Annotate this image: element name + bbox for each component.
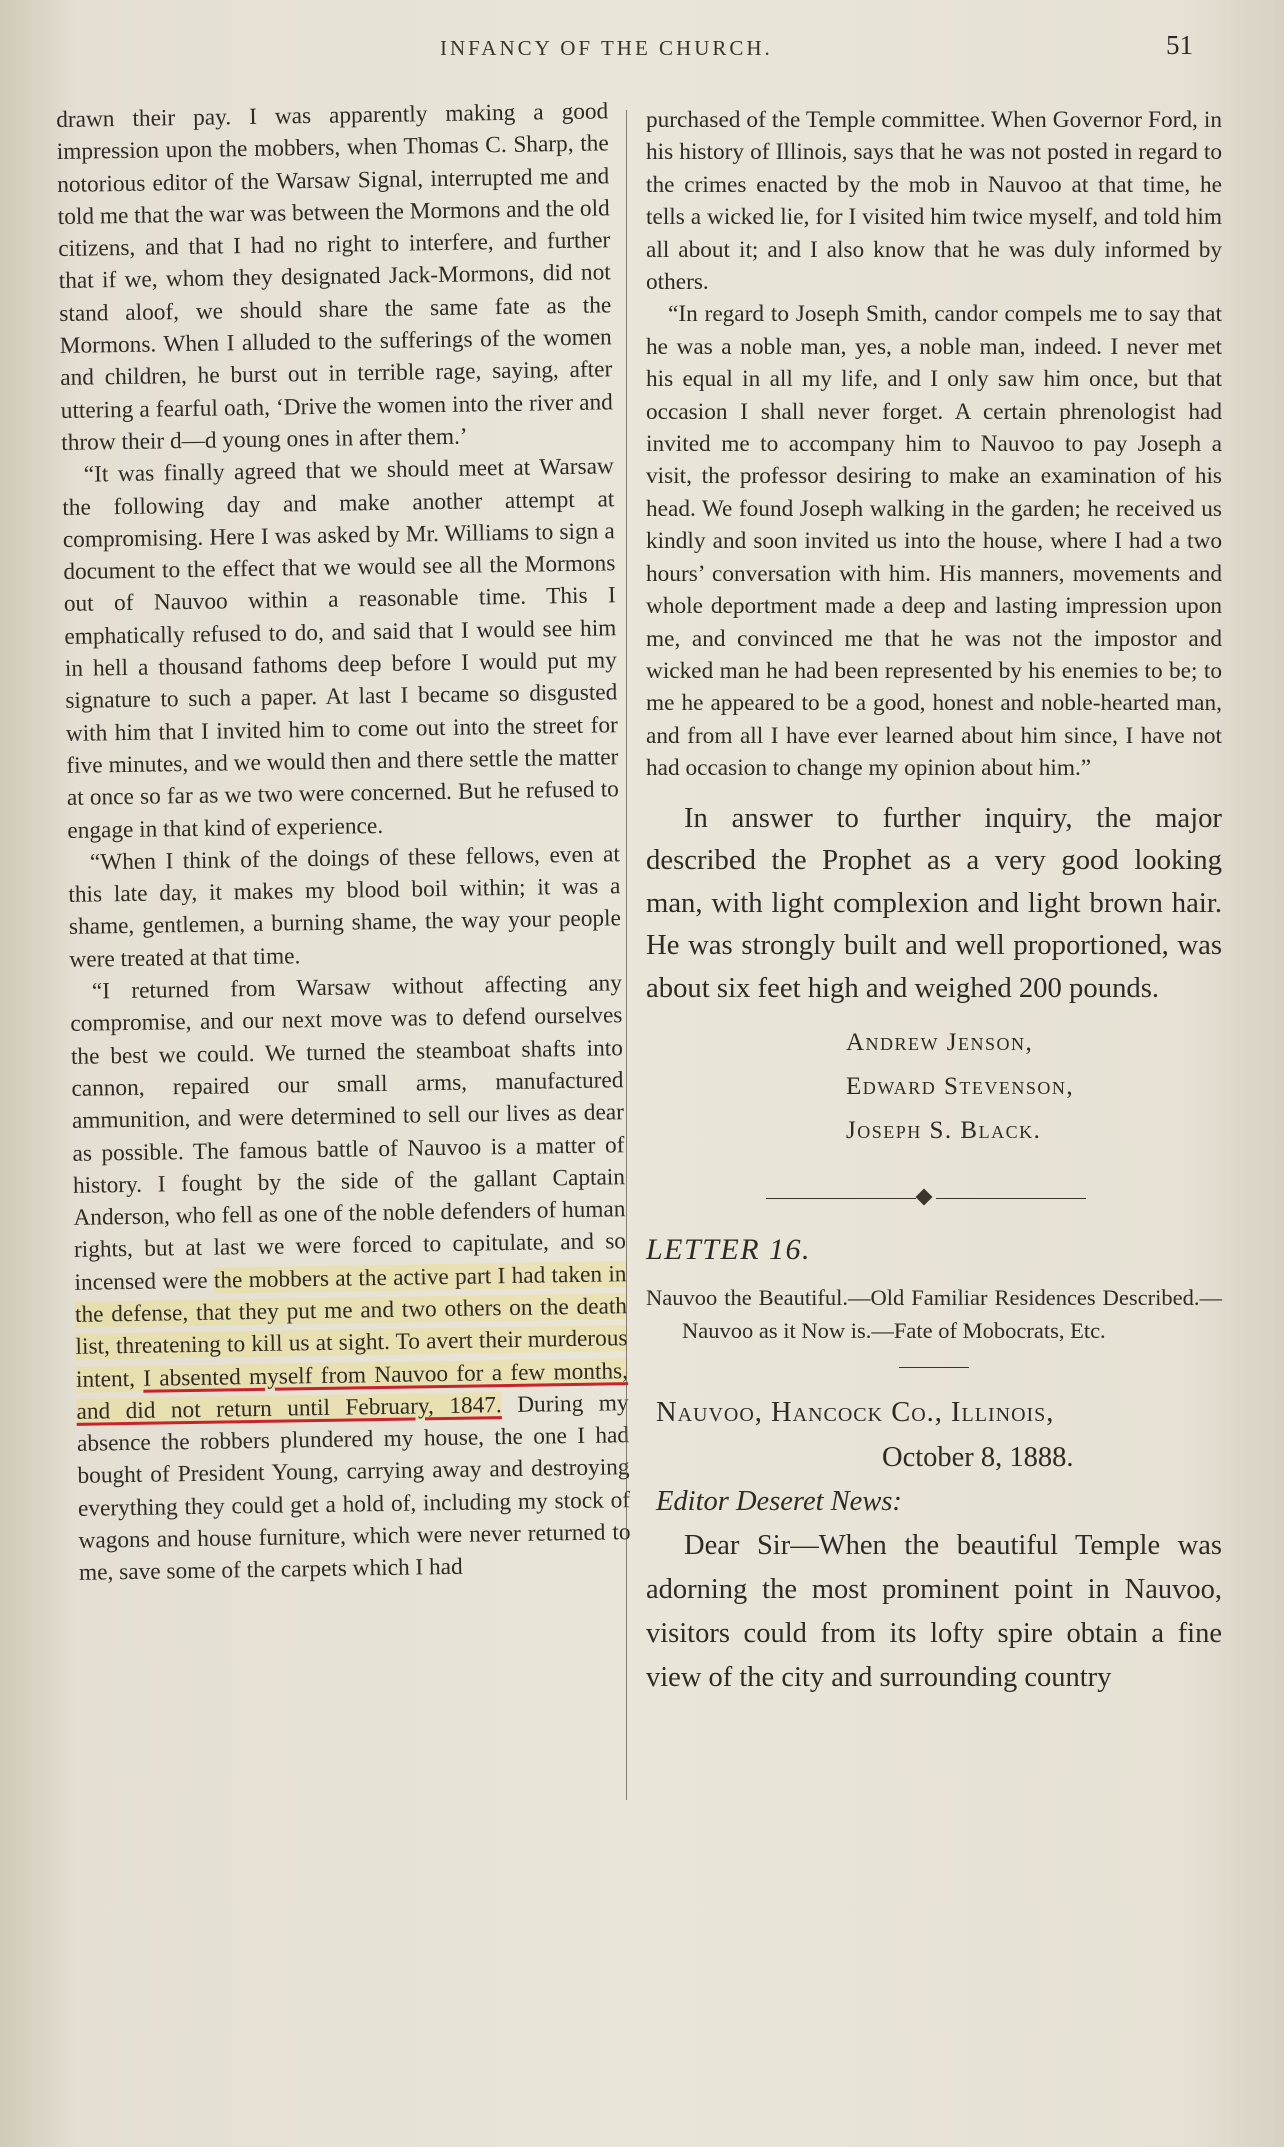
text-segment: During my absence the robbers plundered my house, the one I had bought of President Young, carrying away and destroying everything they could get a hold of, including my stock of wagons and house furniture, which were never returned to me, save some of the carpets which I had	[76, 1390, 631, 1587]
text-segment: “I returned from Warsaw without affecting any compromise, and our next move was to defend ourselves the best we could. We turned the steamboat shafts into cannon, repaired our small arms, manufactured ammunition, and were determined to sell our lives as dear as possible. The famous battle of Nauvoo is a matter of history. I fought by the side of the gallant Captain Anderson, who fell as one of the noble defenders of human rights, but at last we were forced to capitulate, and so incensed were	[70, 970, 627, 1296]
dateline	[646, 1390, 1222, 1480]
signature: Joseph S. Black.	[846, 1117, 1042, 1145]
paragraph-warsaw-meeting: “It was finally agreed that we should meet at Warsaw the following day and make another attempt at compromising. Here I was asked by Mr. Williams to sign a document to the effect that we would see all the Mormons out of Nauvoo within a reasonable time. This I emphatically refused to do, and said that I would see him in hell a thousand fathoms deep before I would put my signature to such a paper. At last I became so disgusted with him that I invited him to come out into the street for five minutes, and we would then and there settle the matter at once so far as we two were concerned. But he refused to engage in that kind of experience.	[62, 453, 620, 844]
ornament-rule-right	[936, 1198, 1086, 1199]
salutation: Editor Deseret News:	[656, 1486, 902, 1518]
underlined-highlighted-text: I absented myself from Nauvoo for a few months, and did not return until February, 1847.	[76, 1357, 629, 1425]
dateline-place: Nauvoo, Hancock Co., Illinois,	[656, 1397, 1055, 1429]
letter-body: Dear Sir—When the beautiful Temple was adorning the most prominent point in Nauvoo, visitors could from its lofty spire obtain a fine view of the city and surrounding country	[646, 1530, 1222, 1694]
signature: Andrew Jenson,	[846, 1029, 1034, 1057]
signature-block	[646, 1021, 1222, 1153]
running-title: INFANCY OF THE CHURCH.	[440, 36, 773, 60]
signature: Edward Stevenson,	[846, 1073, 1075, 1101]
section-ornament	[646, 1181, 1222, 1217]
ornament-rule-left	[766, 1198, 916, 1199]
running-head	[0, 30, 1284, 70]
right-column	[646, 104, 1222, 1700]
left-column	[56, 95, 631, 1589]
page-number: 51	[1166, 30, 1193, 60]
paragraph-blood-boil: “When I think of the doings of these fellows, even at this late day, it makes my blood boil within; it was a shame, gentlemen, a burning shame, the way your people were treated at that time.	[68, 841, 622, 973]
paragraph-prophet-description: In answer to further inquiry, the major described the Prophet as a very good looking man, with light complexion and light brown hair. He was strongly built and well proportioned, was about six feet high and weighed 200 pounds.	[646, 801, 1222, 1004]
paragraph-mobbers: drawn their pay. I was apparently making a good impression upon the mobbers, when Thomas C. Sharp, the notorious editor of the Warsaw Signal, interrupted me and told me that the war was between the Mormons and the old citizens, and that I had no right to interfere, and further that if we, whom they designated Jack-Mormons, did not stand aloof, we should share the same fate as the Mormons. When I alluded to the sufferings of the women and children, he burst out in terrible rage, saying, after uttering a fearful oath, ‘Drive the women into the river and throw their d—d young ones in after them.’	[56, 98, 613, 456]
column-divider	[626, 110, 627, 1800]
letter-synopsis: Nauvoo the Beautiful.—Old Familiar Residences Described.—Nauvoo as it Now is.—Fate of Mobocrats, Etc.	[646, 1285, 1222, 1344]
short-rule	[899, 1367, 969, 1368]
letter-title: LETTER 16.	[646, 1233, 812, 1267]
highlighted-text: the mobbers at the active part I had taken in the defense, that they put me and two others on the death list, threatening to kill us at sight. To avert their murderous intent,	[74, 1260, 628, 1393]
paragraph-battle-of-nauvoo	[70, 967, 632, 1589]
ornament-diamond-icon	[916, 1189, 933, 1206]
paragraph-joseph-smith: “In regard to Joseph Smith, candor compels me to say that he was a noble man, yes, a noble man, indeed. I never met his equal in all my life, and I only saw him once, but that occasion I shall never forget. A certain phrenologist had invited me to accompany him to Nauvoo to pay Joseph a visit, the professor desiring to make an examination of his head. We found Joseph walking in the garden; he received us kindly and soon invited us into the house, where I had a two hours’ conversation with him. His manners, movements and whole deportment made a deep and lasting impression upon me, and convinced me that he was not the impostor and wicked man he had been represented by his enemies to be; to me he appeared to be a good, honest and noble-hearted man, and from all I have ever learned about him since, I have not had occasion to change my opinion about him.”	[646, 301, 1222, 782]
dateline-date: October 8, 1888.	[882, 1442, 1074, 1474]
paragraph-governor-ford: purchased of the Temple committee. When Governor Ford, in his history of Illinois, says that he was not posted in regard to the crimes enacted by the mob in Nauvoo at that time, he tells a wicked lie, for I visited him twice myself, and told him all about it; and I also know that he was duly informed by others.	[646, 107, 1222, 296]
